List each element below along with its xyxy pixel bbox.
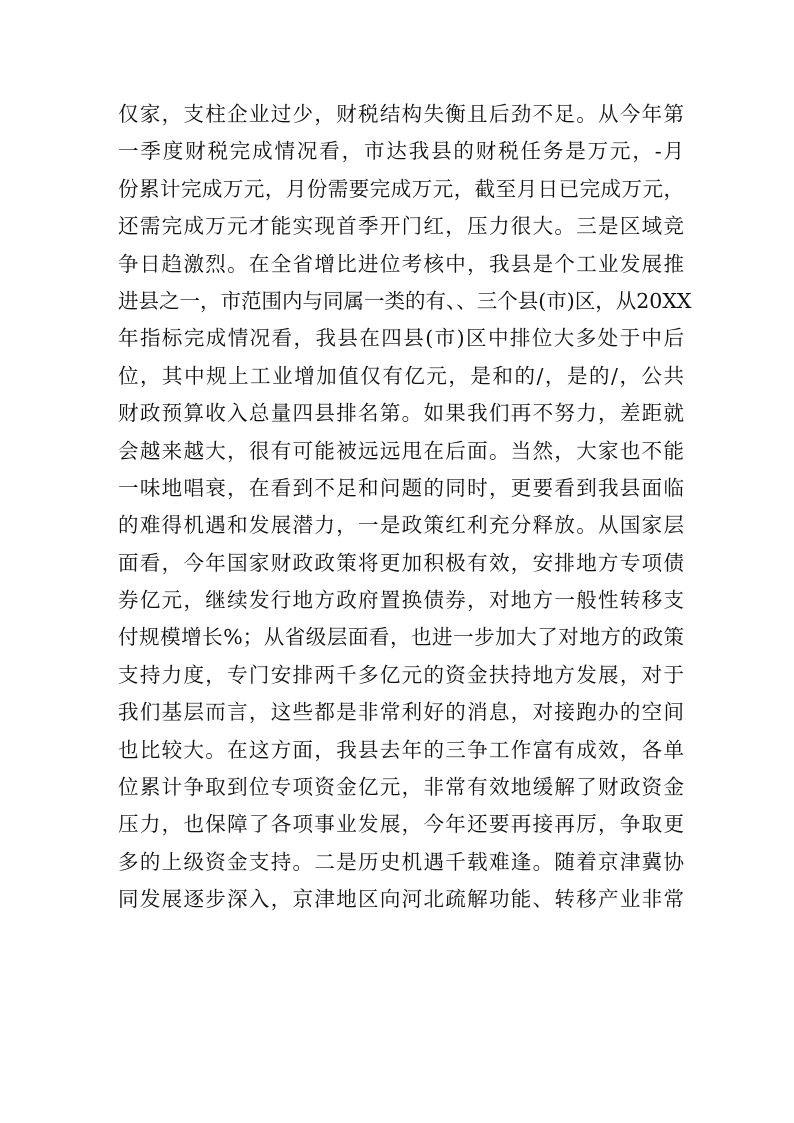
text-line: 一季度财税完成情况看，市达我县的财税任务是万元，-月 xyxy=(118,139,684,164)
text-line: 会越来越大，很有可能被远远甩在后面。当然，大家也不能 xyxy=(118,438,684,463)
body-paragraph xyxy=(118,96,692,919)
text-line: 我们基层而言，这些都是非常利好的消息，对接跑办的空间 xyxy=(118,700,684,725)
text-line: 年指标完成情况看，我县在四县(市)区中排位大多处于中后 xyxy=(118,326,684,351)
text-line: 面看，今年国家财政政策将更加积极有效，安排地方专项债 xyxy=(118,550,684,575)
text-line: 进县之一，市范围内与同属一类的有、、三个县(市)区，从20XX xyxy=(118,288,692,313)
text-line: 也比较大。在这方面，我县去年的三争工作富有成效，各单 xyxy=(118,737,684,762)
text-line: 争日趋激烈。在全省增比进位考核中，我县是个工业发展推 xyxy=(118,251,684,276)
text-line: 支持力度，专门安排两千多亿元的资金扶持地方发展，对于 xyxy=(118,662,684,687)
text-line: 多的上级资金支持。二是历史机遇千载难逢。随着京津冀协 xyxy=(118,849,684,874)
text-line: 同发展逐步深入，京津地区向河北疏解功能、转移产业非常 xyxy=(118,887,684,912)
text-line: 还需完成万元才能实现首季开门红，压力很大。三是区域竞 xyxy=(118,214,684,239)
text-line: 份累计完成万元，月份需要完成万元，截至月日已完成万元， xyxy=(118,176,684,201)
text-line: 压力，也保障了各项事业发展，今年还要再接再厉，争取更 xyxy=(118,812,684,837)
text-line: 付规模增长%；从省级层面看，也进一步加大了对地方的政策 xyxy=(118,625,684,650)
text-line: 的难得机遇和发展潜力，一是政策红利充分释放。从国家层 xyxy=(118,513,684,538)
text-line: 财政预算收入总量四县排名第。如果我们再不努力，差距就 xyxy=(118,401,684,426)
text-line: 位累计争取到位专项资金亿元，非常有效地缓解了财政资金 xyxy=(118,775,684,800)
text-line: 仅家，支柱企业过少，财税结构失衡且后劲不足。从今年第 xyxy=(118,102,684,126)
text-line: 券亿元，继续发行地方政府置换债券，对地方一般性转移支 xyxy=(118,588,684,613)
text-line: 一味地唱衰，在看到不足和问题的同时，更要看到我县面临 xyxy=(118,475,684,500)
text-line: 位，其中规上工业增加值仅有亿元，是和的/，是的/，公共 xyxy=(118,363,684,388)
